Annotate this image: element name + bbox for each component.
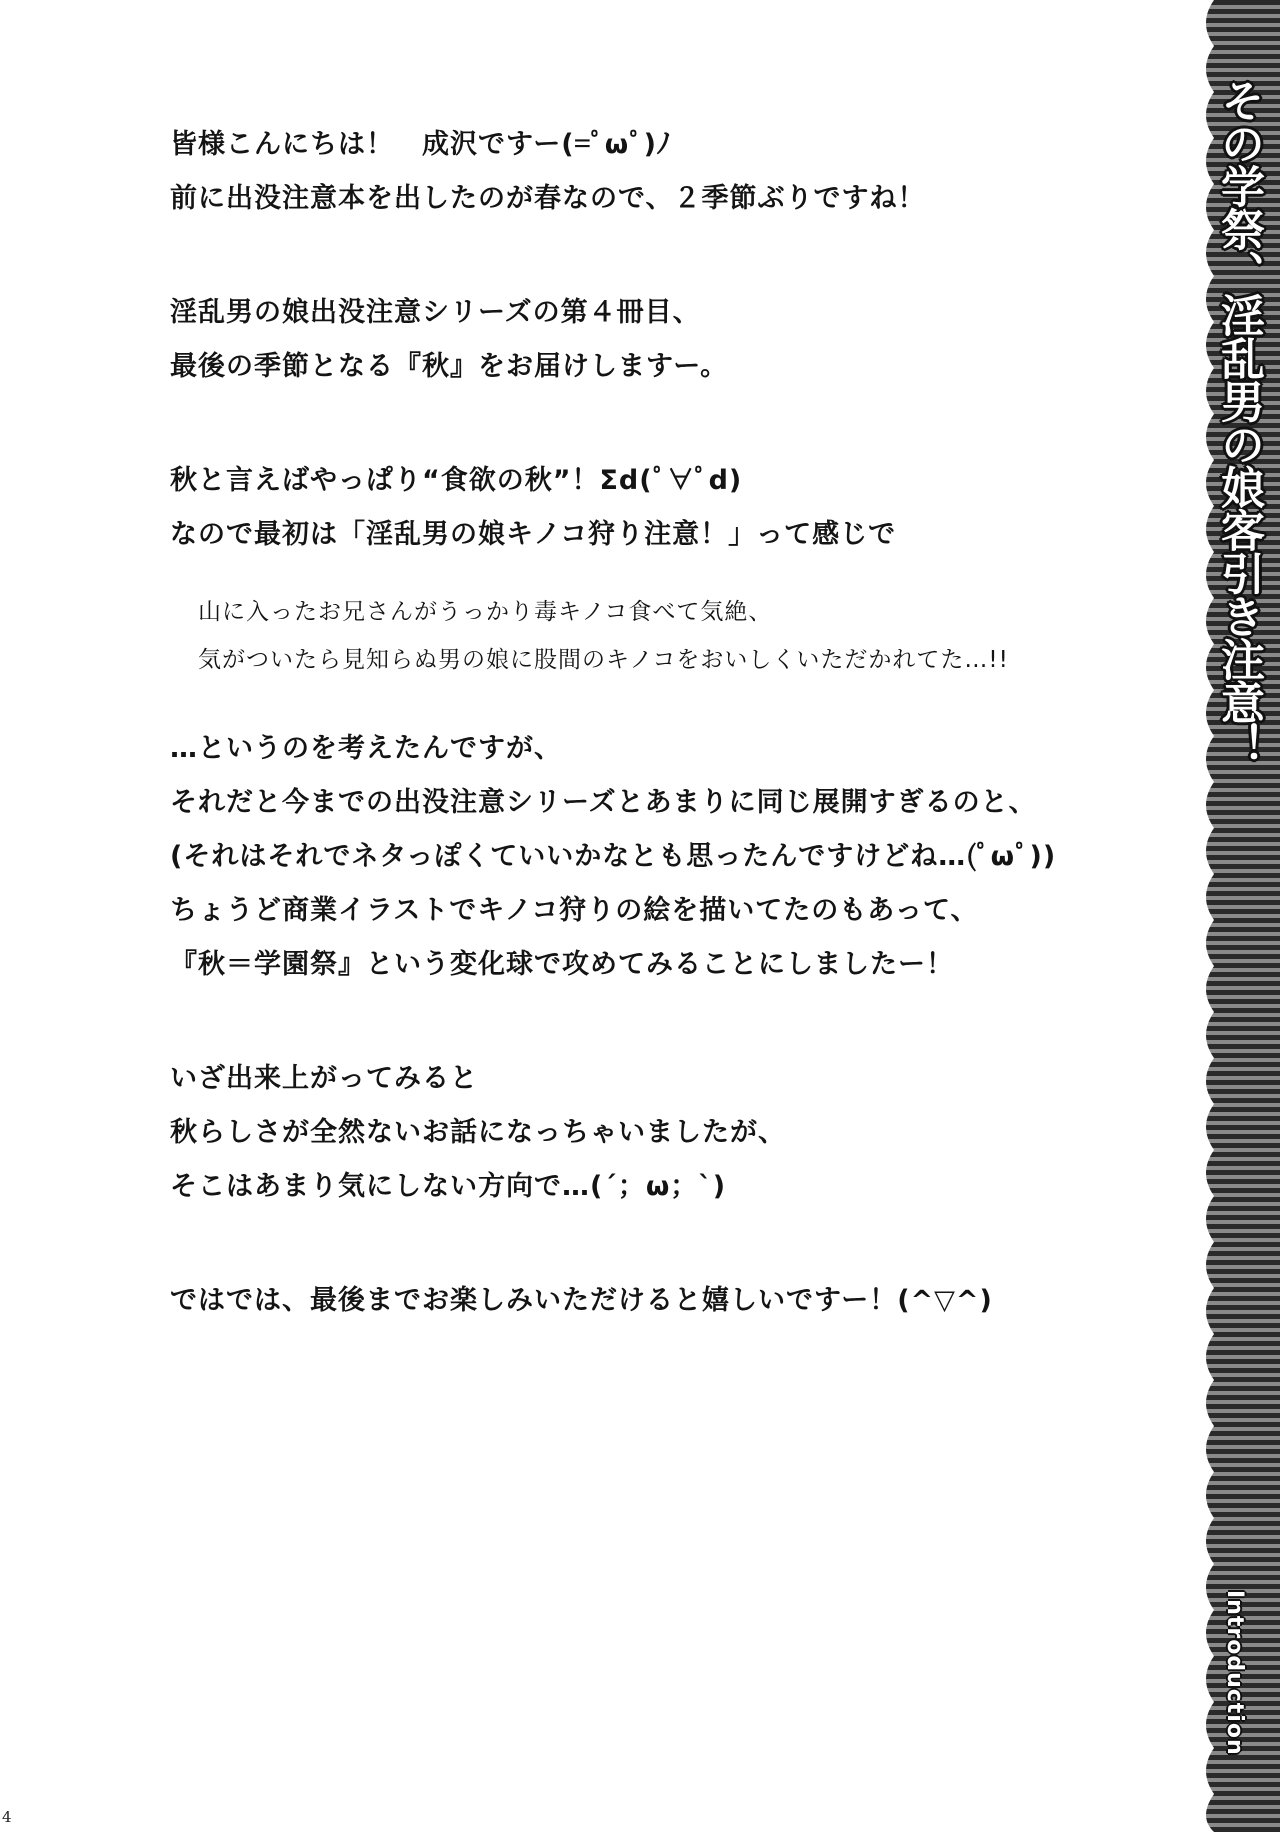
text-line: 皆様こんにちは！ 成沢ですー(=ﾟωﾟ)ﾉ [170, 129, 672, 160]
paragraph-closing [170, 1274, 1070, 1328]
paragraph-change [170, 722, 1070, 992]
text-line: ではでは、最後までお楽しみいただけると嬉しいですー！(^▽^) [170, 1285, 993, 1316]
text-line: 秋と言えばやっぱり“食欲の秋”！Σd(ﾟ∀ﾟd) [170, 465, 743, 496]
introduction-text [170, 118, 1070, 1388]
paragraph-series [170, 286, 1070, 394]
text-line: 気がついたら見知らぬ男の娘に股間のキノコをおいしくいただかれてた…!! [198, 647, 1009, 673]
text-line: 山に入ったお兄さんがうっかり毒キノコ食べて気絶、 [198, 599, 773, 625]
text-line: 最後の季節となる『秋』をお届けしますー。 [170, 351, 729, 382]
page-number: 4 [2, 1808, 12, 1826]
paragraph-autumn [170, 454, 1070, 562]
side-label-introduction: Introduction [1222, 1590, 1247, 1756]
text-line: それだと今までの出没注意シリーズとあまりに同じ展開すぎるのと、 [170, 787, 1037, 818]
text-line: ちょうど商業イラストでキノコ狩りの絵を描いてたのもあって、 [170, 895, 979, 926]
paragraph-idea-quote [198, 588, 1070, 684]
text-line: 『秋＝学園祭』という変化球で攻めてみることにしましたー！ [170, 949, 954, 980]
text-line: (それはそれでネタっぽくていいかなとも思ったんですけどね…(ﾟωﾟ)) [170, 841, 1057, 872]
text-line: なので最初は「淫乱男の娘キノコ狩り注意！」って感じで [170, 519, 897, 550]
text-line: そこはあまり気にしない方向で…(´；ω；`) [170, 1171, 727, 1202]
text-line: 淫乱男の娘出没注意シリーズの第４冊目、 [170, 297, 701, 328]
text-line: いざ出来上がってみると [170, 1063, 478, 1094]
text-line: 秋らしさが全然ないお話になっちゃいましたが、 [170, 1117, 786, 1148]
text-line: 前に出没注意本を出したのが春なので、２季節ぶりですね！ [170, 183, 926, 214]
paragraph-greeting [170, 118, 1070, 226]
paragraph-result [170, 1052, 1070, 1214]
text-line: …というのを考えたんですが、 [170, 733, 562, 764]
side-title: その学祭、淫乱男の娘客引き注意！ [1213, 78, 1264, 766]
